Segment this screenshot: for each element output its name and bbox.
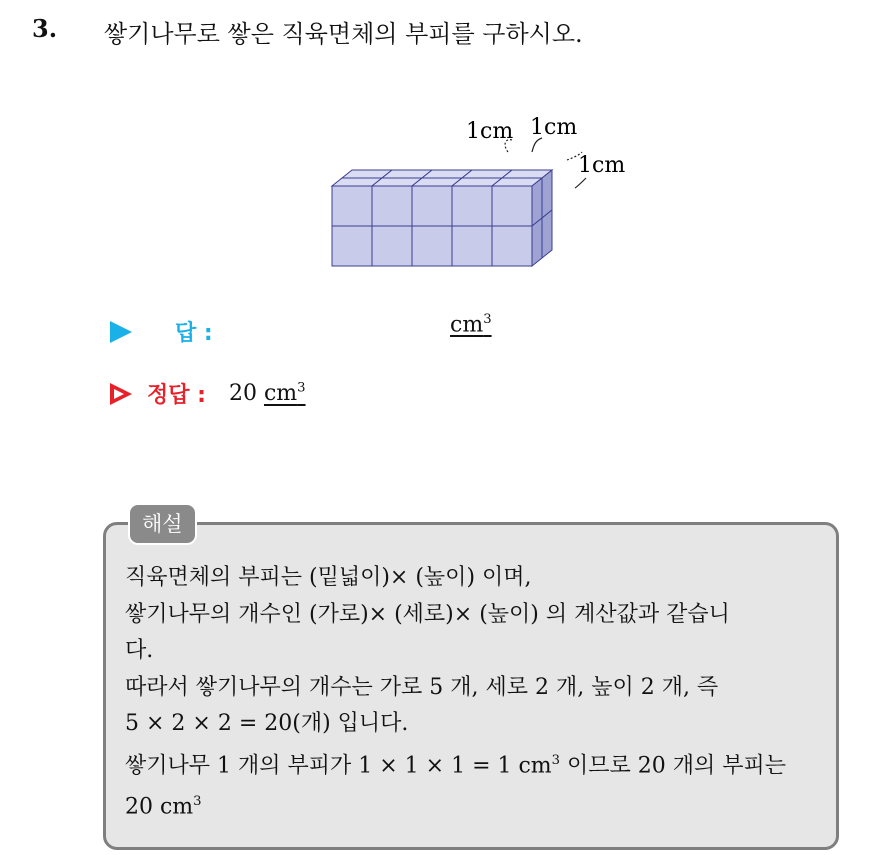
explanation-exponent: 3	[551, 752, 561, 768]
cube-front-face	[452, 226, 492, 266]
explanation-line: 직육면체의 부피는 (밑넓이)× (높이) 이며,	[125, 565, 532, 590]
answer-row	[110, 316, 213, 347]
cube-side-face	[542, 210, 552, 258]
explanation-text	[125, 560, 825, 826]
correct-answer-unit: cm	[263, 381, 298, 407]
cube-front-face	[372, 186, 412, 226]
correct-answer-unit-exponent: 3	[297, 380, 306, 396]
explanation-line-total	[125, 784, 825, 826]
explanation-line: 다.	[125, 638, 154, 663]
cube-front-face	[372, 226, 412, 266]
answer-unit-exponent: 3	[483, 312, 492, 327]
answer-blank[interactable]	[450, 312, 492, 337]
dimension-label: 1cm	[466, 119, 514, 144]
cube-front-face	[492, 226, 532, 266]
explanation-line: 따라서 쌓기나무의 개수는 가로 5 개, 세로 2 개, 높이 2 개, 즉	[125, 674, 719, 700]
cube-front-face	[332, 226, 372, 266]
dimension-label: 1cm	[530, 115, 578, 140]
explanation-tag: 해설	[128, 503, 197, 545]
cube-front-face	[332, 186, 372, 226]
cube-front-face	[492, 186, 532, 226]
play-arrow-icon	[110, 321, 132, 343]
correct-answer-label: 정답 :	[147, 383, 206, 408]
explanation-line-tail: 이므로 20 개의 부피는	[560, 752, 787, 778]
cube-front-face	[412, 186, 452, 226]
explanation-line-volume	[125, 743, 825, 785]
correct-answer-value: 20	[228, 381, 257, 407]
outline-arrow-icon	[110, 383, 132, 405]
question-text: 쌓기나무로 쌓은 직육면체의 부피를 구하시오.	[104, 20, 583, 48]
answer-label: 답 :	[175, 321, 213, 346]
cube-front-face	[412, 226, 452, 266]
cube-stack-figure	[320, 110, 650, 280]
question-number: 3.	[32, 14, 58, 43]
explanation-line: 쌓기나무 1 개의 부피가 1 × 1 × 1 = 1 cm	[125, 752, 552, 778]
explanation-exponent: 3	[193, 794, 202, 810]
explanation-line: 20 cm	[125, 794, 194, 820]
cube-side-face	[532, 218, 542, 266]
dimension-label: 1cm	[578, 153, 626, 178]
explanation-line: 쌓기나무의 개수인 (가로)× (세로)× (높이) 의 계산값과 같습니	[125, 601, 730, 627]
cube-front-face	[452, 186, 492, 226]
answer-unit: cm	[450, 312, 484, 338]
explanation-line: 5 × 2 × 2 = 20(개) 입니다.	[125, 711, 409, 736]
correct-answer-row	[110, 378, 306, 409]
